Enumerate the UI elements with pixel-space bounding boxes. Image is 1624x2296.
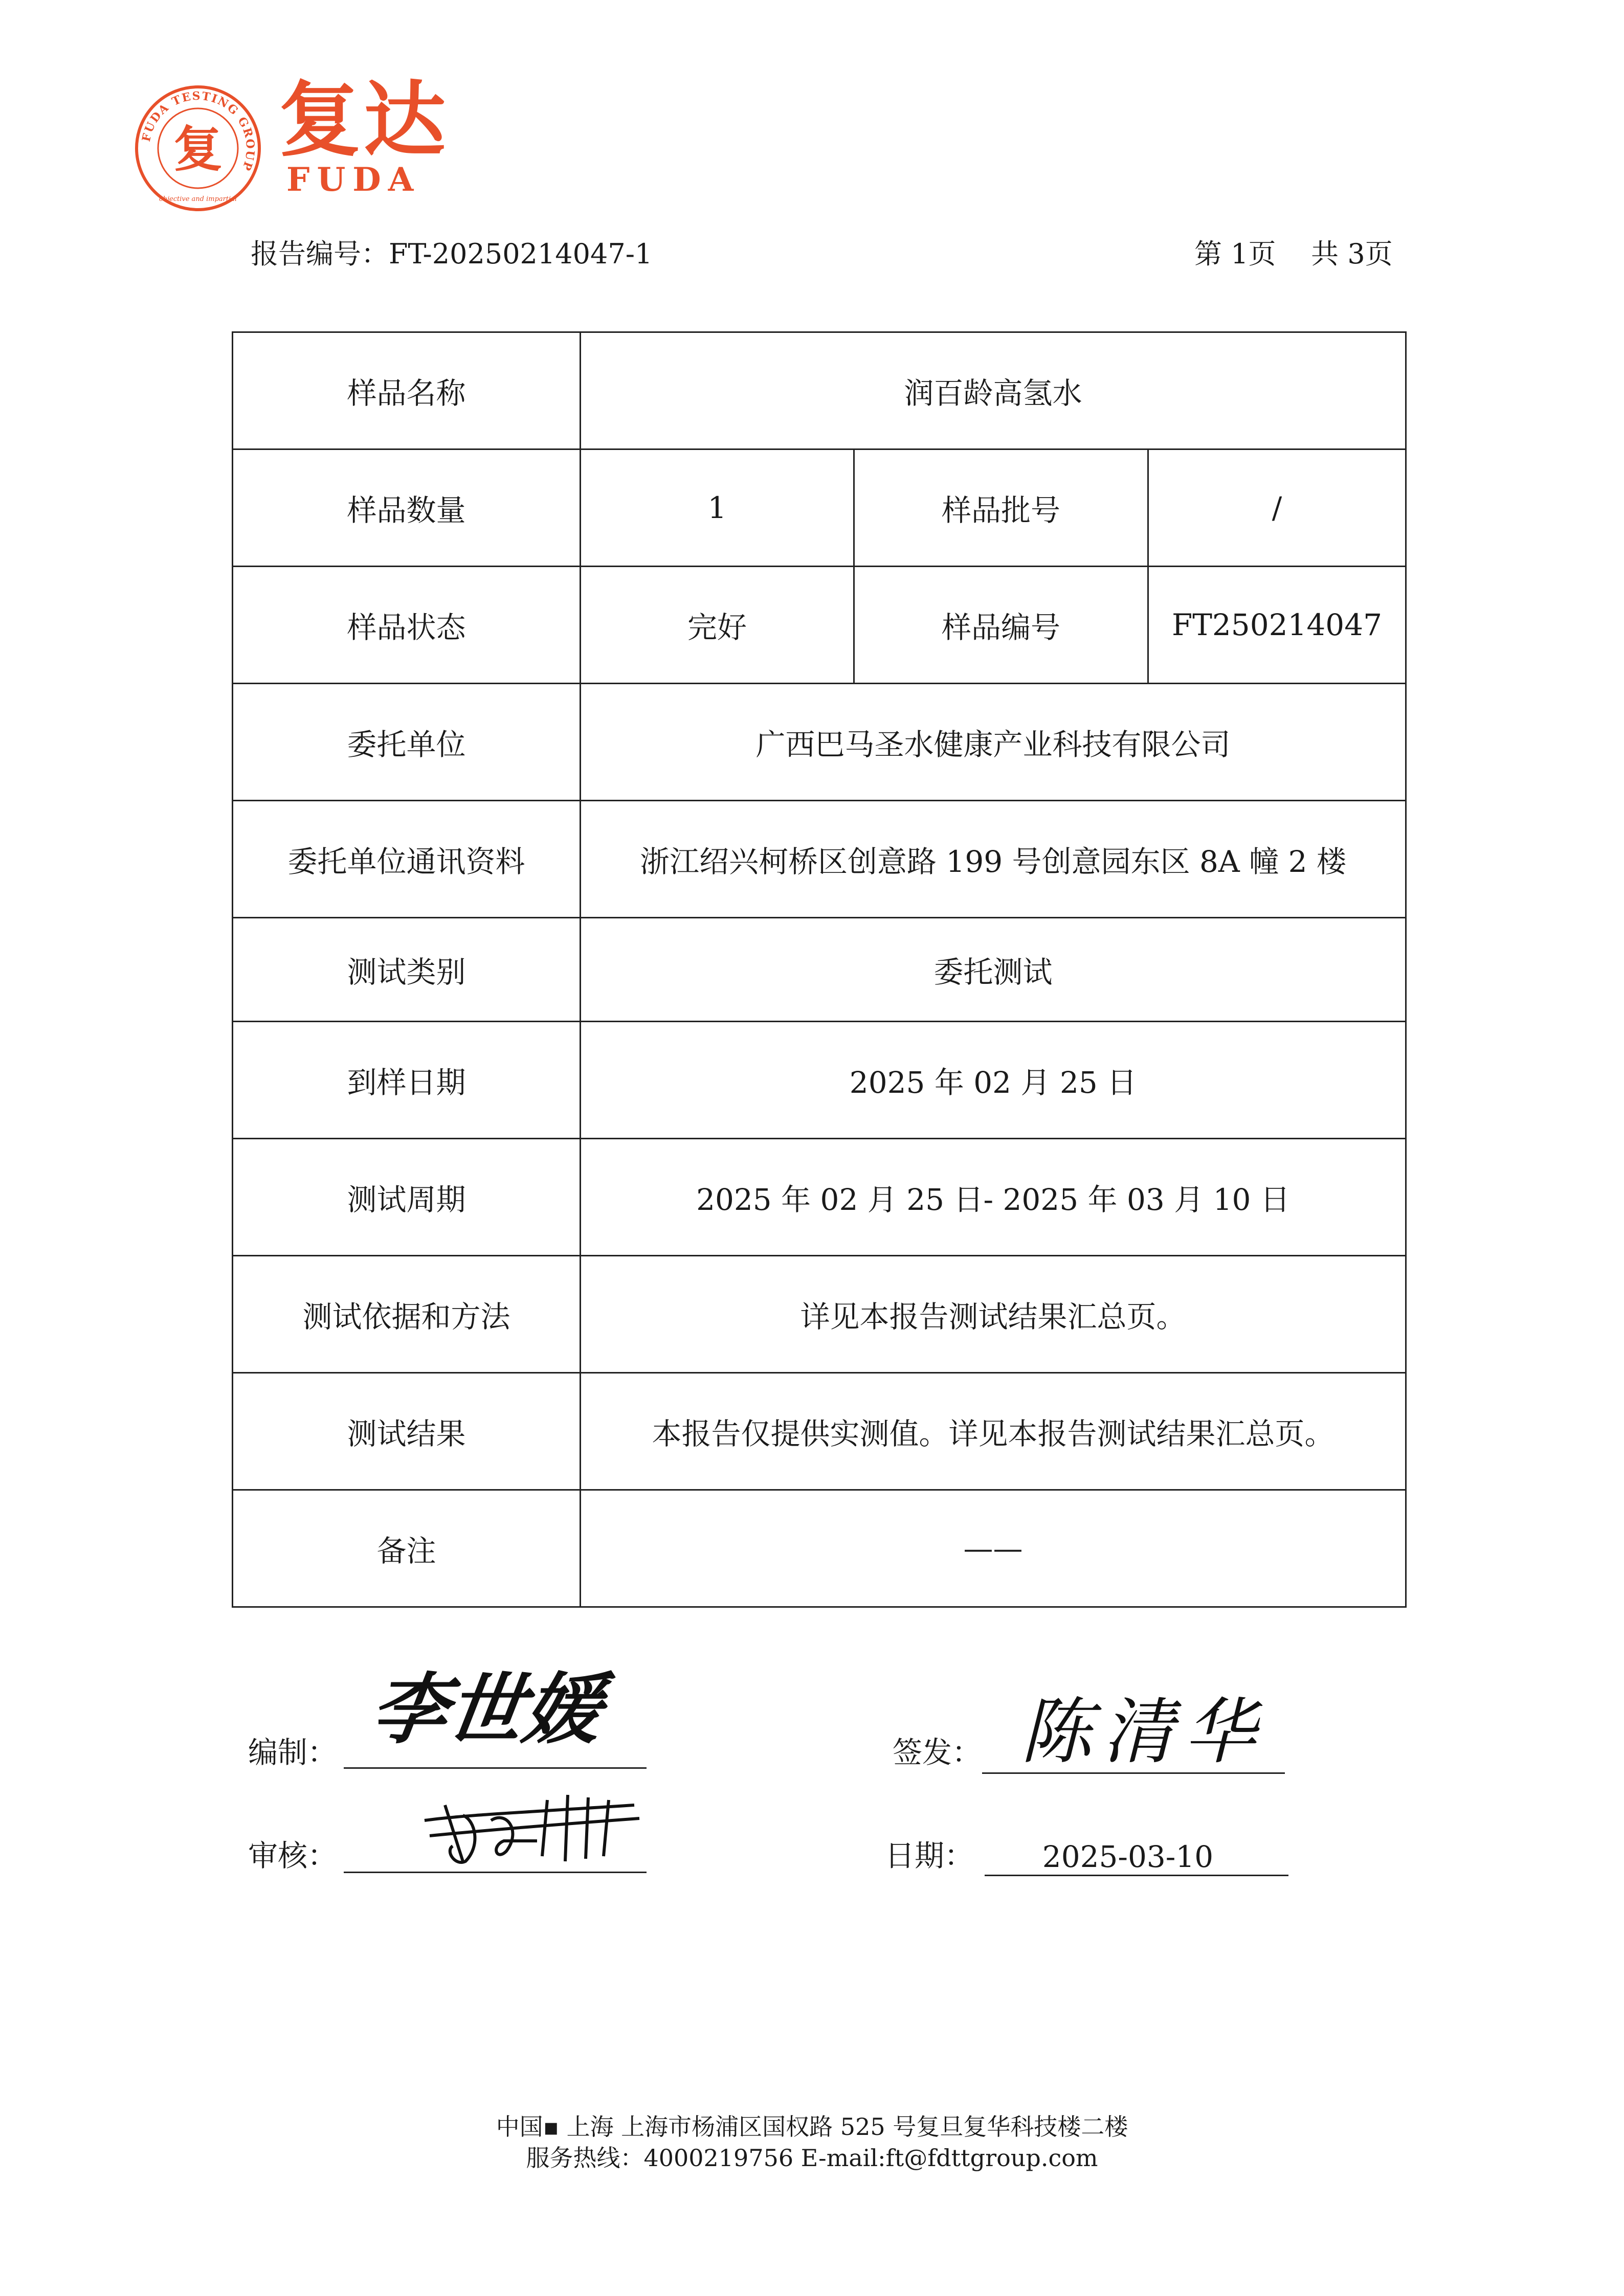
test-basis-value: 详见本报告测试结果汇总页。	[581, 1256, 1406, 1373]
client-value: 广西巴马圣水健康产业科技有限公司	[581, 684, 1406, 801]
table-row	[233, 801, 1406, 918]
table-row	[233, 449, 1406, 567]
issued-by-signature	[1020, 1675, 1286, 1779]
compiled-by-label: 编制：	[248, 1735, 338, 1770]
issued-by-label: 签发：	[893, 1735, 982, 1770]
test-period-label: 测试周期	[233, 1139, 581, 1256]
sample-qty-value: 1	[581, 449, 854, 567]
remarks-value: ——	[581, 1490, 1406, 1607]
arrival-date-value: 2025 年 02 月 25 日	[581, 1022, 1406, 1139]
sample-no-value: FT250214047	[1148, 567, 1406, 684]
sample-qty-label: 样品数量	[233, 449, 581, 567]
test-result-label: 测试结果	[233, 1373, 581, 1490]
sample-batch-value: /	[1148, 449, 1406, 567]
brand-name-cn: 复达	[279, 72, 449, 168]
svg-text:李世媛: 李世媛	[379, 1663, 608, 1754]
sample-state-label: 样品状态	[233, 567, 581, 684]
report-number	[251, 240, 652, 268]
test-type-label: 测试类别	[233, 918, 581, 1022]
sample-info-table	[232, 331, 1407, 1608]
arrival-date-label: 到样日期	[233, 1022, 581, 1139]
table-row	[233, 918, 1406, 1022]
svg-text:陈清华: 陈清华	[1020, 1691, 1266, 1774]
svg-text:复: 复	[173, 121, 223, 178]
footer-contact: 服务热线：4000219756 E-mail:ft@fdttgroup.com	[526, 2144, 1098, 2172]
test-period-value: 2025 年 02 月 25 日- 2025 年 03 月 10 日	[581, 1139, 1406, 1256]
handwritten-signature-icon	[1020, 1675, 1286, 1777]
report-number-value: FT-20250214047-1	[389, 238, 653, 270]
client-contact-value: 浙江绍兴柯桥区创意路 199 号创意园东区 8A 幢 2 楼	[581, 801, 1406, 918]
handwritten-signature-icon	[379, 1654, 644, 1772]
test-basis-label: 测试依据和方法	[233, 1256, 581, 1373]
reviewed-by-signature	[414, 1785, 644, 1874]
date-line	[985, 1875, 1288, 1876]
table-row	[233, 1139, 1406, 1256]
table-row	[233, 332, 1406, 449]
company-seal-logo	[134, 84, 262, 212]
table-row	[233, 684, 1406, 801]
compiled-by-signature	[379, 1654, 644, 1774]
footer-address: 中国▪ 上海 上海市杨浦区国权路 525 号复旦复华科技楼二楼	[496, 2113, 1128, 2141]
table-row	[233, 1022, 1406, 1139]
handwritten-signature-icon	[414, 1785, 644, 1872]
svg-text:FUDA TESTING GROUP: FUDA TESTING GROUP	[139, 89, 257, 173]
page-info: 第 1页 共 3页	[1194, 238, 1393, 270]
sample-state-value: 完好	[581, 567, 854, 684]
test-type-value: 委托测试	[581, 918, 1406, 1022]
client-label: 委托单位	[233, 684, 581, 801]
sample-name-label: 样品名称	[233, 332, 581, 449]
seal-icon	[134, 84, 262, 212]
table-row	[233, 1256, 1406, 1373]
table-row	[233, 1373, 1406, 1490]
sample-name-value: 润百龄高氢水	[581, 332, 1406, 449]
sample-no-label: 样品编号	[854, 567, 1148, 684]
client-contact-label: 委托单位通讯资料	[233, 801, 581, 918]
table-row	[233, 567, 1406, 684]
report-number-label: 报告编号：	[251, 238, 389, 270]
svg-text:objective and impartial: objective and impartial	[159, 195, 237, 203]
table-row	[233, 1490, 1406, 1607]
date-value: 2025-03-10	[1042, 1839, 1214, 1874]
date-label: 日期：	[885, 1838, 974, 1873]
brand-name-en: FUDA	[286, 161, 421, 199]
remarks-label: 备注	[233, 1490, 581, 1607]
sample-batch-label: 样品批号	[854, 449, 1148, 567]
test-result-value: 本报告仅提供实测值。详见本报告测试结果汇总页。	[581, 1373, 1406, 1490]
reviewed-by-label: 审核：	[248, 1838, 338, 1873]
